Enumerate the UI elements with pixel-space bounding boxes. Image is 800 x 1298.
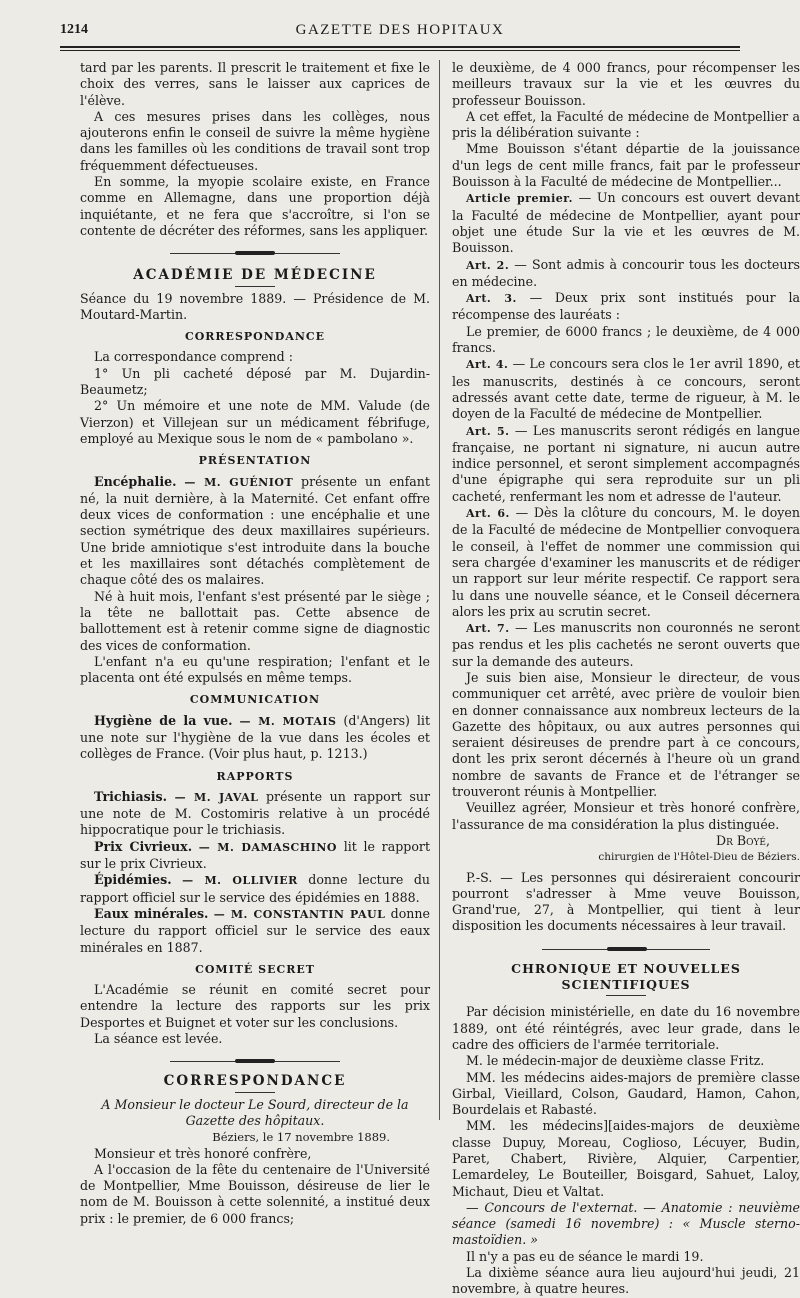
paragraph: Mme Bouisson s'étant départie de la jouissance d'un legs de cent mille francs, fait par le professeur Bouisson à la Faculté de médecine de Montpellier... bbox=[452, 141, 800, 190]
paragraph: le deuxième, de 4 000 francs, pour récompenser les meilleurs travaux sur la vie et les œuvres du professeur Bouisson. bbox=[452, 60, 800, 108]
speaker-name: — M. CONSTANTIN PAUL bbox=[213, 907, 386, 921]
paragraph: Veuillez agréer, Monsieur et très honoré confrère, l'assurance de ma considération la plus distinguée. bbox=[452, 800, 800, 832]
speaker-name: — M. MOTAIS bbox=[239, 714, 337, 728]
item-lead: Prix Civrieux. bbox=[94, 838, 193, 854]
article-label: Art. 4. bbox=[466, 358, 509, 372]
article-label: Art. 3. bbox=[466, 292, 517, 306]
paragraph bbox=[80, 474, 430, 589]
article-text: — Le concours sera clos le 1er avril 1890, et les manuscrits, destinés à ce concours, seront adressés avant cette date, terme de rigueur, à M. le doyen de la Faculté de médecine de Montpellier. bbox=[452, 356, 800, 422]
paragraph: A l'occasion de la fête du centenaire de l'Université de Montpellier, Mme Bouisson, désireuse de lier le nom de M. Bouisson à cette solennité, a institué deux prix : le premier, de 6 000 francs; bbox=[80, 1161, 430, 1226]
section-heading-correspondance: CORRESPONDANCE bbox=[163, 1073, 347, 1090]
paragraph-text: lit le rapport sur le prix Civrieux. bbox=[80, 838, 431, 872]
seance-line: Séance du 19 novembre 1889. — Présidence de M. Moutard-Martin. bbox=[80, 290, 430, 322]
paragraph-text: présente un enfant né, la nuit dernière, à la Maternité. Cet enfant offre deux vices de conformation : une encéphalie et une section symétrique des deux maxillaires supérieurs. Une bride amniotique s'est introduite dans la bouche et les maxillaires sont détachés complètement de chaque côté des os malaires. bbox=[80, 473, 430, 588]
letter-salutation: Monsieur et très honoré confrère, bbox=[94, 1145, 312, 1161]
paragraph bbox=[80, 872, 430, 906]
speaker-name: — M. JAVAL bbox=[174, 790, 259, 804]
article-label: Article premier. bbox=[466, 192, 573, 206]
paragraph bbox=[80, 789, 430, 839]
paragraph: La séance est levée. bbox=[94, 1031, 223, 1047]
divider bbox=[606, 995, 646, 996]
article-text: — Les manuscrits non couronnés ne seront pas rendus et les plis cachetés ne seront ouverts que sur la demande des auteurs. bbox=[452, 620, 800, 669]
paragraph: — Concours de l'externat. — Anatomie : neuvième séance (samedi 16 novembre) : « Muscle sterno-mastoïdien. » bbox=[452, 1199, 800, 1248]
subheading-communication: COMMUNICATION bbox=[189, 693, 321, 707]
paragraph: La dixième séance aura lieu aujourd'hui jeudi, 21 novembre, à quatre heures. bbox=[452, 1265, 800, 1297]
paragraph: 2° Un mémoire et une note de MM. Valude (de Vierzon) et Villejean sur un médicament fébrifuge, employé au Mexique sous le nom de « pambolano ». bbox=[80, 398, 430, 446]
paragraph bbox=[80, 839, 430, 873]
paragraph bbox=[80, 906, 430, 956]
article-text: — Sont admis à concourir tous les docteurs en médecine. bbox=[452, 256, 800, 289]
right-column bbox=[452, 60, 800, 1298]
article-label: Art. 7. bbox=[466, 622, 510, 636]
subheading-presentation: PRÉSENTATION bbox=[198, 454, 312, 468]
item-lead: Trichiasis. bbox=[94, 788, 167, 804]
subheading-comite-secret: COMITÉ SECRET bbox=[195, 962, 315, 976]
paragraph: Je suis bien aise, Monsieur le directeur, de vous communiquer cet arrêté, avec prière de vouloir bien en donner connaissance aux nombreux lecteurs de la Gazette des hôpitaux, ou aux autres personnes qui seraient désireuses de prendre part à ce concours, dont les prix seront décernés à l'heure où un grand nombre de savants de France et de l'étranger se trouveront réunis à Montpellier. bbox=[452, 669, 800, 800]
paragraph: A cet effet, la Faculté de médecine de Montpellier a pris la délibération suivante : bbox=[452, 108, 800, 141]
paragraph: A ces mesures prises dans les collèges, nous ajouterons enfin le conseil de suivre la même hygiène dans les familles où les conditions de travail sont trop fréquemment défectueuses. bbox=[80, 108, 430, 173]
subheading-correspondance: CORRESPONDANCE bbox=[184, 330, 326, 344]
article bbox=[452, 290, 800, 324]
paragraph-text: donne lecture du rapport officiel sur le service des eaux minérales en 1887. bbox=[80, 905, 430, 955]
paragraph: MM. les médecins aides-majors de première classe Girbal, Vieillard, Colson, Gaudard, Hamon, Cahon, Bourdelais et Rabasté. bbox=[452, 1069, 800, 1118]
paragraph: M. le médecin-major de deuxième classe Fritz. bbox=[466, 1053, 765, 1069]
page-number: 1214 bbox=[60, 22, 88, 37]
paragraph: MM. les médecins][aides-majors de deuxième classe Dupuy, Moreau, Coglioso, Lécuyer, Budin, Paret, Chabert, Rivière, Alquier, Carpentier, Lemardeley, Le Bouteiller, Boisgard, Sahuet, Laloy, Michaut, Dieu et Valtat. bbox=[452, 1118, 800, 1199]
article bbox=[452, 356, 800, 422]
article bbox=[452, 620, 800, 670]
signature: Dr Boyé, bbox=[715, 832, 770, 848]
header-rule-thin bbox=[60, 50, 740, 51]
paragraph: Né à huit mois, l'enfant s'est présenté par le siège ; la tête ne ballottait pas. Cette absence de ballottement est à retenir comme signe de diagnostic des vices de conformation. bbox=[80, 588, 430, 653]
paragraph: La correspondance comprend : bbox=[94, 349, 293, 365]
article bbox=[452, 257, 800, 291]
paragraph bbox=[80, 713, 430, 763]
letter-place-date: Béziers, le 17 novembre 1889. bbox=[212, 1130, 390, 1145]
article-label: Art. 5. bbox=[466, 424, 510, 438]
letter-address: A Monsieur le docteur Le Sourd, directeur de la Gazette des hôpitaux. bbox=[101, 1096, 409, 1128]
speaker-name: — M. DAMASCHINO bbox=[198, 840, 337, 854]
item-lead: Hygiène de la vue. bbox=[94, 712, 233, 728]
article-label: Art. 2. bbox=[466, 258, 510, 272]
speaker-name: — M. OLLIVIER bbox=[182, 874, 298, 888]
header-rule bbox=[60, 46, 740, 48]
paragraph-text: donne lecture du rapport officiel sur le service des épidémies en 1888. bbox=[80, 872, 430, 905]
column-divider bbox=[439, 60, 440, 1120]
page-header bbox=[60, 22, 740, 46]
article bbox=[452, 423, 800, 505]
divider bbox=[235, 286, 275, 287]
article-text: — Dès la clôture du concours, M. le doyen de la Faculté de médecine de Montpellier convoquera le conseil, à l'effet de nommer une commission qui sera chargée d'examiner les manuscrits et de rédiger un rapport sur leur mérite respectif. Ce rapport sera lu dans une nouvelle séance, et le Conseil décernera alors les prix au scrutin secret. bbox=[452, 505, 800, 619]
article-text: — Un concours est ouvert devant la Faculté de médecine de Montpellier, ayant pour objet une étude Sur la vie et les œuvres de M. Bouisson. bbox=[452, 190, 800, 256]
left-column bbox=[80, 60, 430, 1227]
article-text: — Les manuscrits seront rédigés en langue française, ne portant ni signature, ni aucun autre indice personnel, et seront simplement accompagnés d'une épigraphe qui sera reproduite sur un pli cacheté, renfermant les nom et adresse de l'auteur. bbox=[452, 422, 800, 504]
section-heading-chronique: CHRONIQUE ET NOUVELLES SCIENTIFIQUES bbox=[511, 960, 741, 993]
paragraph-text: (d'Angers) lit une note sur l'hygiène de la vue dans les écoles et collèges de France. (Voir plus haut, p. 1213.) bbox=[80, 712, 430, 762]
postscript: P.-S. — Les personnes qui désireraient concourir pourront s'adresser à Mme veuve Bouisson, Grand'rue, 27, à Montpellier, qui tient à leur disposition les documents nécessaires à leur travail. bbox=[452, 869, 800, 934]
article bbox=[452, 190, 800, 256]
divider bbox=[235, 1092, 275, 1093]
article-label: Art. 6. bbox=[466, 507, 510, 521]
section-ornament bbox=[80, 1055, 430, 1067]
paragraph: tard par les parents. Il prescrit le traitement et fixe le choix des verres, sans le laisser aux caprices de l'élève. bbox=[80, 60, 430, 108]
signature-title: chirurgien de l'Hôtel-Dieu de Béziers. bbox=[598, 851, 800, 864]
paragraph: Par décision ministérielle, en date du 16 novembre 1889, ont été réintégrés, avec leur grade, dans le cadre des officiers de l'armée territoriale. bbox=[452, 1004, 800, 1052]
paragraph: 1° Un pli cacheté déposé par M. Dujardin-Beaumetz; bbox=[80, 365, 430, 398]
speaker-name: — M. GUÉNIOT bbox=[184, 475, 294, 489]
journal-title: GAZETTE DES HOPITAUX bbox=[295, 22, 505, 38]
paragraph: L'enfant n'a eu qu'une respiration; l'enfant et le placenta ont été expulsés en même temps. bbox=[80, 653, 430, 686]
paragraph: Le premier, de 6000 francs ; le deuxième, de 4 000 francs. bbox=[452, 323, 800, 356]
paragraph-text: présente un rapport sur une note de M. Costomiris relative à un procédé hippocratique pour le trichiasis. bbox=[80, 788, 430, 838]
paragraph: L'Académie se réunit en comité secret pour entendre la lecture des rapports sur les prix Desportes et Buignet et voter sur les conclusions. bbox=[80, 982, 430, 1030]
item-lead: Épidémies. bbox=[94, 872, 172, 888]
subheading-rapports: RAPPORTS bbox=[216, 769, 294, 783]
article bbox=[452, 505, 800, 620]
item-lead: Eaux minérales. bbox=[94, 905, 209, 921]
section-heading-academie: ACADÉMIE DE MÉDECINE bbox=[133, 267, 377, 284]
article-text: — Deux prix sont institués pour la récompense des lauréats : bbox=[452, 290, 800, 323]
paragraph: En somme, la myopie scolaire existe, en France comme en Allemagne, dans une proportion déjà inquiétante, et ne fera que s'accroître, si l'on se contente de décréter des réformes, sans les appliquer. bbox=[80, 174, 430, 238]
item-lead: Encéphalie. bbox=[94, 473, 177, 489]
paragraph: Il n'y a pas eu de séance le mardi 19. bbox=[466, 1248, 704, 1264]
section-ornament bbox=[452, 943, 800, 955]
section-ornament bbox=[80, 247, 430, 259]
